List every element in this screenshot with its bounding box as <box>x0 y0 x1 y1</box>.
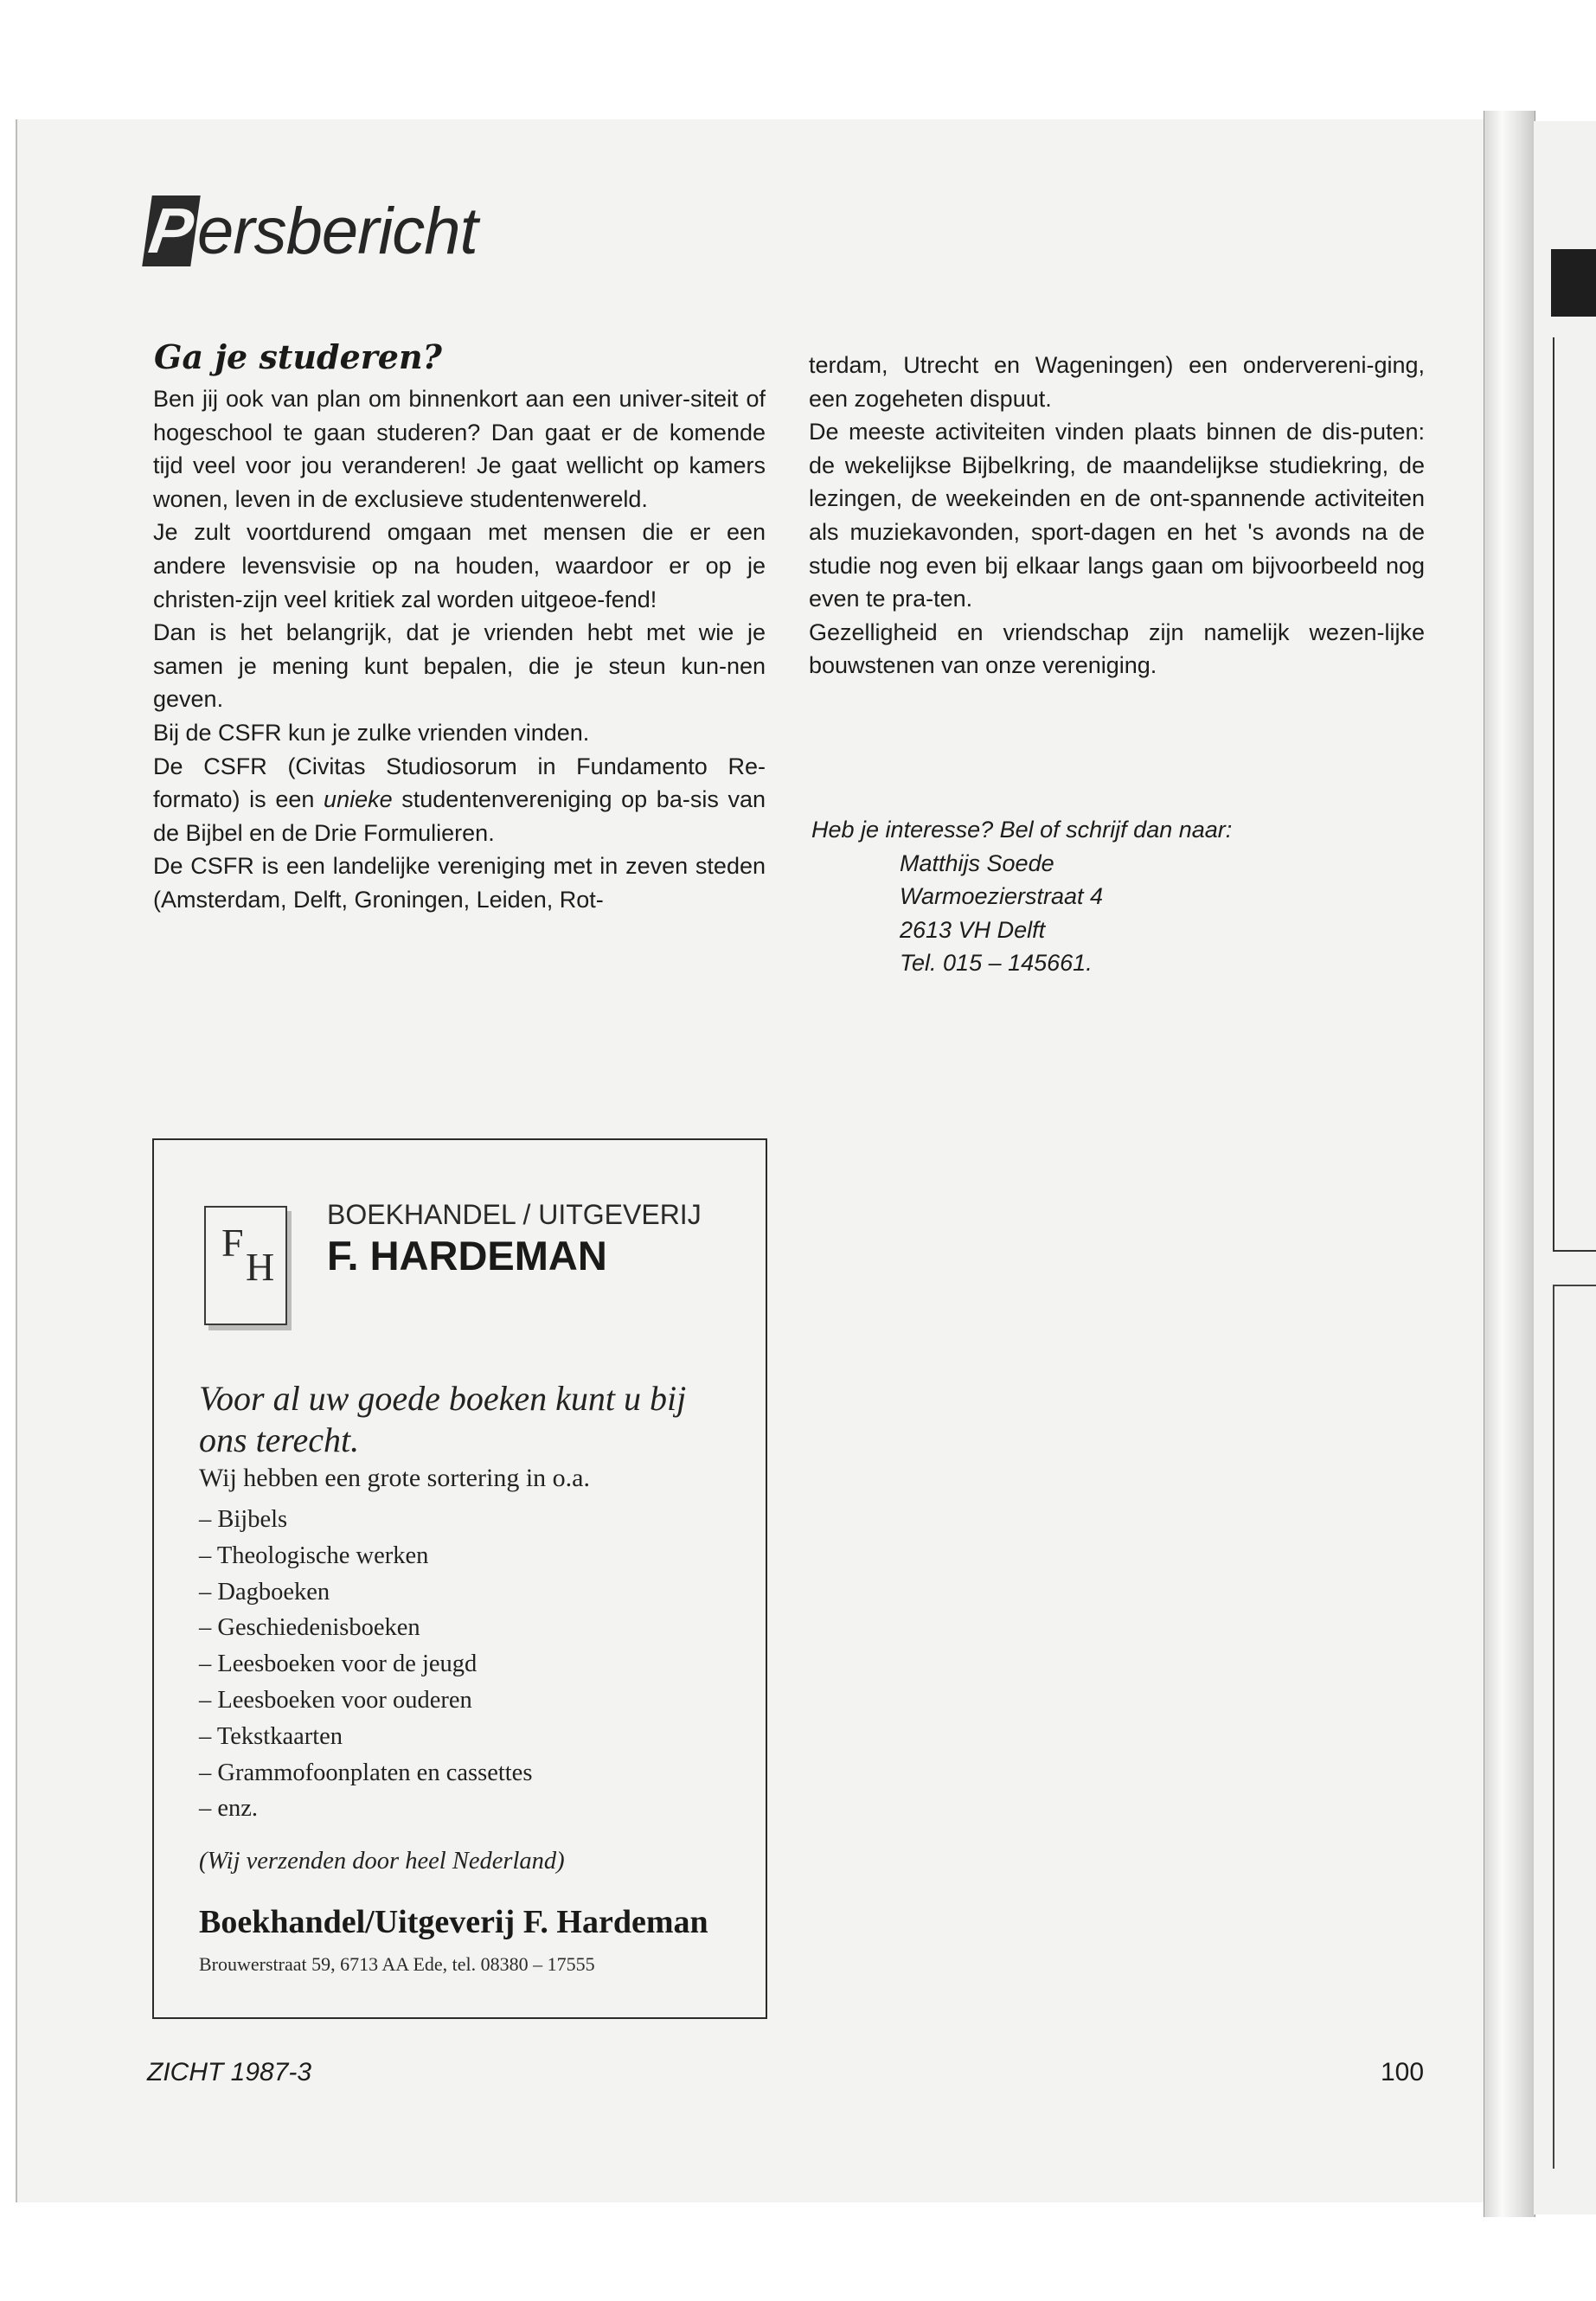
list-item: – Grammofoonplaten en cassettes <box>199 1759 533 1786</box>
paragraph: Je zult voortdurend omgaan met mensen die er een andere levensvisie op na houden, waardoor er op je christen-zijn veel kritiek zal worden uitgeoe-fend! <box>153 519 766 612</box>
adjacent-page-edge <box>1534 121 1596 2214</box>
list-item: – Geschiedenisboeken <box>199 1614 420 1642</box>
contact-phone: Tel. 015 – 145661. <box>900 950 1093 977</box>
article-column-right <box>809 349 1425 683</box>
list-item: – Dagboeken <box>199 1578 330 1606</box>
text-run: De CSFR (Civitas Studiosorum in Fundamento Re-formato) is een <box>153 753 766 813</box>
paragraph: Bij de CSFR kun je zulke vrienden vinden. <box>153 719 590 746</box>
ad-signature: Boekhandel/Uitgeverij F. Hardeman <box>199 1904 708 1940</box>
contact-block <box>811 813 1232 980</box>
paragraph: terdam, Utrecht en Wageningen) een ondervereni-ging, een zogeheten dispuut. <box>809 352 1425 412</box>
article-column-left <box>153 382 766 917</box>
paragraph: Dan is het belangrijk, dat je vrienden hebt met wie je samen je mening kunt bepalen, die je steun kun-nen geven. <box>153 619 766 713</box>
assortment-list <box>199 1502 532 1827</box>
list-item: – Leesboeken voor ouderen <box>199 1686 472 1714</box>
list-item: – Bijbels <box>199 1506 288 1533</box>
paragraph <box>153 750 766 850</box>
logo-letter-h: H <box>246 1245 275 1289</box>
emphasis-text: unieke <box>324 786 393 813</box>
paragraph: De CSFR is een landelijke vereniging met in zeven steden (Amsterdam, Delft, Groningen, Leiden, Rot- <box>153 853 766 913</box>
ad-intro: Wij hebben een grote sortering in o.a. <box>199 1464 590 1492</box>
contact-name: Matthijs Soede <box>900 849 1054 876</box>
adjacent-page-box <box>1553 337 1596 1252</box>
text-run: studentenvereniging op ba-sis van de Bijbel en de Drie Formulieren. <box>153 786 766 846</box>
ad-address: Brouwerstraat 59, 6713 AA Ede, tel. 08380 – 17555 <box>199 1953 595 1975</box>
paragraph: Ben jij ook van plan om binnenkort aan een univer-siteit of hogeschool te gaan studeren? Dan gaat er de komende tijd veel voor jou veranderen! Je gaat wellicht op kamers wonen, leven in de exclusieve studentenwereld. <box>153 386 766 512</box>
page-number: 100 <box>1381 2058 1425 2086</box>
adjacent-page-bar <box>1551 249 1596 317</box>
adjacent-page-box <box>1553 1285 1596 2169</box>
title-initial: P <box>142 195 201 266</box>
list-item: – enz. <box>199 1795 259 1823</box>
magazine-issue: ZICHT 1987-3 <box>147 2058 312 2086</box>
article-subheading: Ga je studeren? <box>154 337 442 376</box>
publisher-label: BOEKHANDEL / UITGEVERIJ <box>327 1199 702 1230</box>
bookshop-advertisement <box>152 1138 767 2019</box>
paragraph: De meeste activiteiten vinden plaats binnen de dis-puten: de wekelijkse Bijbelkring, de maandelijkse studiekring, de lezingen, de weekeinden en de ont-spannende activiteiten als muziekavonden, sport-dagen en het 's avonds na de studie nog even bij elkaar langs gaan om bijvoorbeeld nog even te pra-ten. <box>809 419 1425 612</box>
publisher-name: F. HARDEMAN <box>327 1233 607 1279</box>
ad-slogan: Voor al uw goede boeken kunt u bij ons terecht. <box>199 1379 687 1459</box>
fh-book-logo <box>204 1206 287 1325</box>
contact-street: Warmoezierstraat 4 <box>900 883 1104 910</box>
shipping-note: (Wij verzenden door heel Nederland) <box>199 1848 565 1875</box>
contact-prompt: Heb je interesse? Bel of schrijf dan naar: <box>811 817 1233 843</box>
list-item: – Leesboeken voor de jeugd <box>199 1650 478 1678</box>
contact-city: 2613 VH Delft <box>900 916 1046 943</box>
logo-letter-f: F <box>221 1221 244 1265</box>
title-rest: ersbericht <box>197 194 478 268</box>
section-title <box>144 192 478 270</box>
list-item: – Tekstkaarten <box>199 1722 343 1750</box>
list-item: – Theologische werken <box>199 1541 429 1569</box>
page-binding <box>1484 111 1535 2217</box>
paragraph: Gezelligheid en vriendschap zijn namelijk wezen-lijke bouwstenen van onze vereniging. <box>809 619 1425 679</box>
